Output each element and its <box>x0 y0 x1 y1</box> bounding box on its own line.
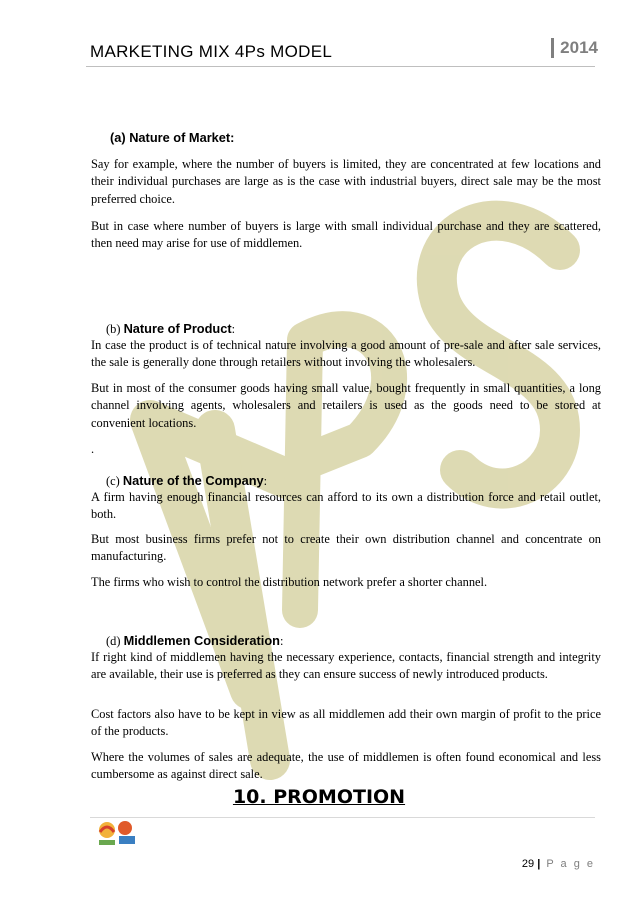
section-title: Middlemen Consideration <box>123 633 280 648</box>
paragraph: In case the product is of technical nature involving a good amount of pre-sale and after sale services, the sale is generally done through retailers without involving the wholesalers. <box>91 338 601 370</box>
header-divider <box>86 66 595 67</box>
section-heading-middlemen <box>91 632 601 650</box>
header-title: MARKETING MIX 4Ps MODEL <box>90 42 333 61</box>
page-number <box>522 858 595 870</box>
promotion-heading: 10. PROMOTION <box>232 786 406 808</box>
paragraph: . <box>91 442 95 456</box>
section-label: (c) <box>106 474 120 488</box>
section-heading-market: (a) Nature of Market: <box>110 130 235 145</box>
header-year: 2014 <box>551 38 598 58</box>
paragraph: A firm having enough financial resources can afford to its own a distribution force and retail outlet, both. <box>91 490 601 522</box>
paragraph: Say for example, where the number of buyers is limited, they are concentrated at few locations and their individual purchases are large as is the case with industrial buyers, direct sale may be the most preferred choice. <box>91 157 601 206</box>
page-number-value: 29 <box>521 858 535 870</box>
colon: : <box>279 634 284 648</box>
paragraph: If right kind of middlemen having the necessary experience, contacts, financial strength and integrity are available, their use is preferred as they can ensure success of newly introduced products. <box>91 650 601 682</box>
section-label: (d) <box>106 634 121 648</box>
section-title: Nature of the Company <box>122 473 264 488</box>
section-heading-product <box>91 320 601 338</box>
section-label: (b) <box>106 322 121 336</box>
4ps-logo-icon <box>95 818 141 850</box>
paragraph: Where the volumes of sales are adequate, the use of middlemen is often found economical and less cumbersome as against direct sale. <box>91 750 601 782</box>
section-heading-company <box>91 472 601 490</box>
page-separator: | <box>537 858 541 870</box>
paragraph: But most business firms prefer not to create their own distribution channel and concentrate on manufacturing. <box>91 532 601 564</box>
footer-divider <box>90 817 595 818</box>
page-label: P a g e <box>546 858 595 870</box>
colon: : <box>263 474 268 488</box>
paragraph: But in most of the consumer goods having small value, bought frequently in small quantities, a long channel involving agents, wholesalers and retailers is used as the goods need to be stored at convenient locations. <box>91 381 601 430</box>
paragraph: The firms who wish to control the distribution network prefer a shorter channel. <box>91 575 488 589</box>
paragraph: But in case where number of buyers is large with small individual purchase and they are scattered, then need may arise for use of middlemen. <box>91 219 601 251</box>
paragraph: Cost factors also have to be kept in view as all middlemen add their own margin of profit to the price of the products. <box>91 707 601 739</box>
colon: : <box>231 322 236 336</box>
section-title: Nature of Product <box>123 321 232 336</box>
